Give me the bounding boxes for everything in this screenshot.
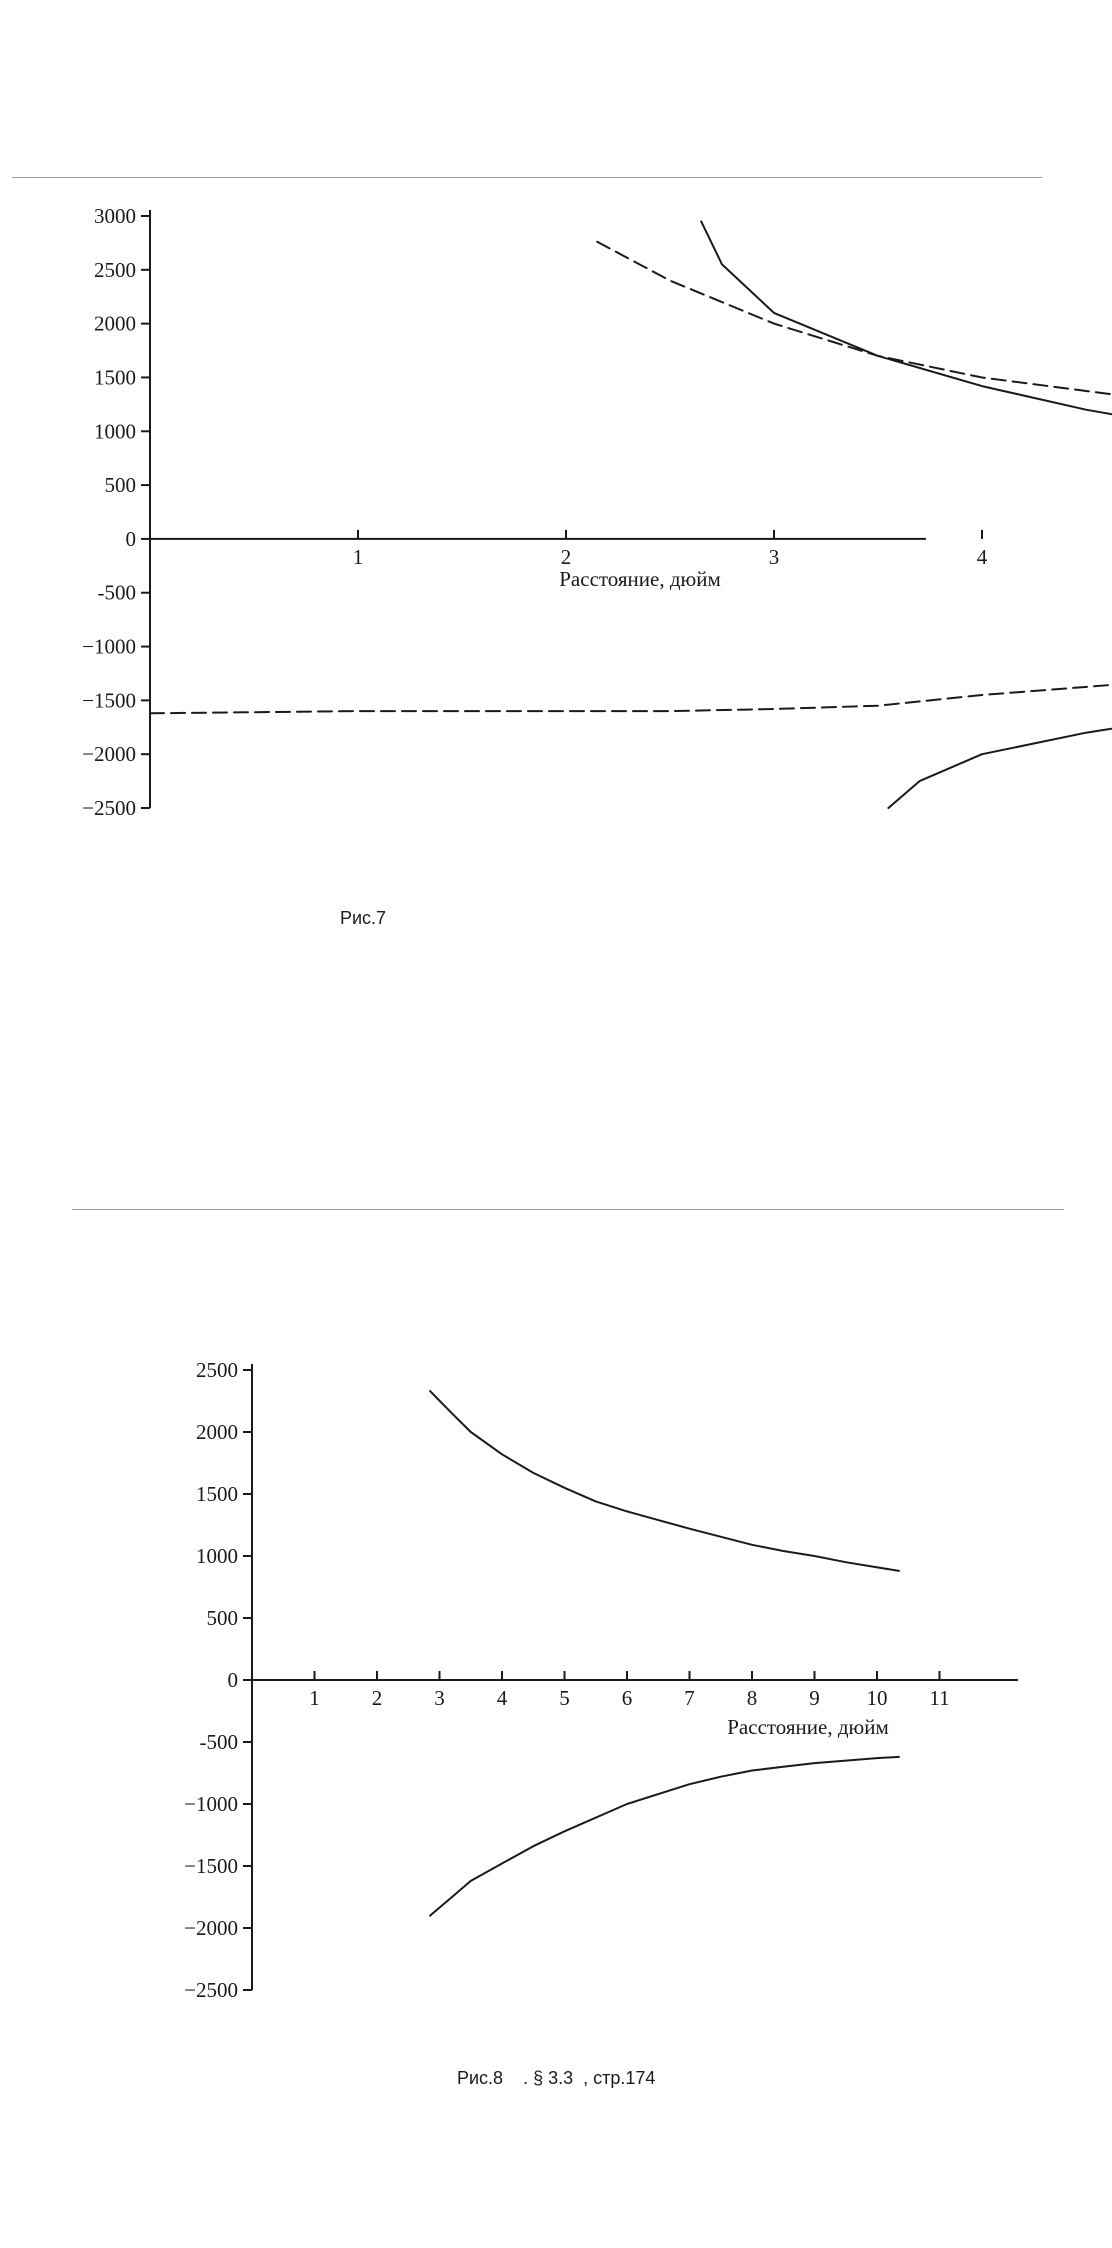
y-tick-label: −2500 bbox=[82, 796, 136, 820]
y-tick-label: −2500 bbox=[184, 1978, 238, 2002]
x-tick-label: 5 bbox=[559, 1686, 570, 1710]
y-tick-label: −1000 bbox=[82, 634, 136, 659]
y-tick-label: 2000 bbox=[94, 311, 136, 336]
x-tick-label: 7 bbox=[684, 1686, 695, 1710]
series-line-dashed-2 bbox=[597, 242, 1112, 490]
y-tick-label: 2500 bbox=[196, 1358, 238, 1382]
y-tick-label: 1500 bbox=[196, 1482, 238, 1506]
x-tick-label: 9 bbox=[809, 1686, 820, 1710]
caption-fig7: Рис.7 bbox=[340, 908, 387, 928]
y-tick-label: −2000 bbox=[82, 742, 136, 767]
x-tick-label: 2 bbox=[560, 544, 572, 569]
y-tick-label: -500 bbox=[199, 1730, 238, 1754]
x-tick-label: 4 bbox=[976, 544, 988, 569]
y-tick-label: 2000 bbox=[196, 1420, 238, 1444]
x-tick-label: 3 bbox=[768, 544, 780, 569]
series-line-solid-1 bbox=[701, 221, 1112, 501]
x-tick-label: 1 bbox=[309, 1686, 320, 1710]
y-tick-label: 1500 bbox=[94, 365, 136, 390]
y-tick-label: 500 bbox=[104, 473, 136, 498]
y-tick-label: 2500 bbox=[94, 257, 136, 282]
x-tick-label: 3 bbox=[434, 1686, 445, 1710]
x-tick-label: 4 bbox=[496, 1686, 508, 1710]
y-tick-label: −1500 bbox=[82, 688, 136, 713]
series-line-solid-3 bbox=[888, 573, 1112, 808]
x-axis-title: Расстояние, дюйм bbox=[727, 1715, 889, 1739]
y-tick-label: 1000 bbox=[196, 1544, 238, 1568]
y-tick-label: −1000 bbox=[184, 1792, 238, 1816]
y-tick-label: −1500 bbox=[184, 1854, 238, 1878]
y-tick-label: 0 bbox=[125, 526, 136, 551]
x-tick-label: 10 bbox=[866, 1686, 888, 1710]
series-line-solid-2 bbox=[430, 1757, 899, 1916]
chart-fig8 bbox=[0, 1350, 1112, 2010]
y-tick-label: 1000 bbox=[94, 419, 136, 444]
series-line-dashed-4 bbox=[150, 607, 1112, 714]
y-tick-label: -500 bbox=[97, 580, 136, 605]
top-divider-line bbox=[12, 177, 1042, 178]
x-axis-title: Расстояние, дюйм bbox=[559, 567, 721, 591]
x-tick-label: 8 bbox=[746, 1686, 758, 1710]
caption-fig8: Рис.8 . § 3.3 , стр.174 bbox=[457, 2068, 656, 2088]
middle-divider-line bbox=[72, 1209, 1064, 1210]
x-tick-label: 2 bbox=[371, 1686, 383, 1710]
chart-fig7 bbox=[0, 190, 1112, 830]
x-tick-label: 1 bbox=[352, 544, 364, 569]
x-tick-label: 6 bbox=[621, 1686, 633, 1710]
y-tick-label: 0 bbox=[227, 1668, 238, 1692]
y-tick-label: −2000 bbox=[184, 1916, 238, 1940]
x-tick-label: 11 bbox=[929, 1686, 950, 1710]
y-tick-label: 500 bbox=[206, 1606, 238, 1630]
series-line-solid-1 bbox=[430, 1391, 899, 1571]
y-tick-label: 3000 bbox=[94, 204, 136, 228]
